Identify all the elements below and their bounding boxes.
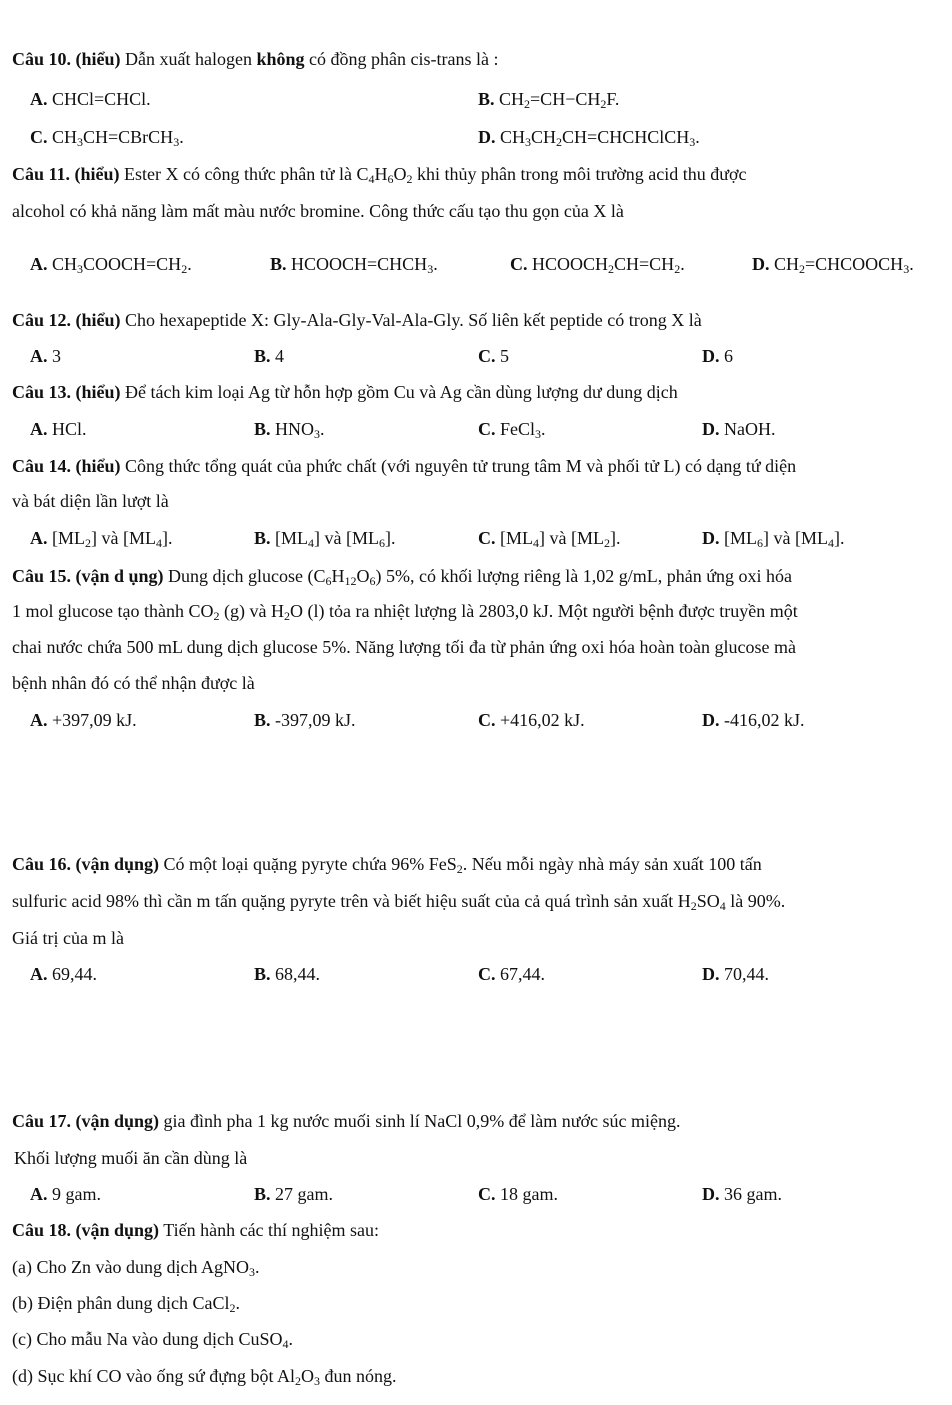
- q12-option-a[interactable]: A. 3: [30, 346, 61, 366]
- q16-stem-line3: Giá trị của m là: [12, 928, 124, 948]
- q10-option-d[interactable]: D. $CH_3CH_2CH=CHCHClCH_3$.: [478, 127, 700, 149]
- q14-stem-line2: và bát diện lần lượt là: [12, 491, 169, 511]
- q11-stem-line1: Câu 11. (hiểu) Ester X có công thức phân tử là $C_4H_6O_2$ khi thủy phân trong môi trường acid thu được: [12, 164, 747, 186]
- q14-option-d[interactable]: D. $[ML_6]$ và $[ML_4]$.: [702, 528, 845, 550]
- q17-option-c[interactable]: C. 18 gam.: [478, 1184, 558, 1204]
- q15-option-c[interactable]: C. +416,02 kJ.: [478, 710, 585, 730]
- q16-option-c[interactable]: C. 67,44.: [478, 964, 545, 984]
- q10-option-c[interactable]: C. $CH_3CH=CBrCH_3$.: [30, 127, 184, 149]
- q16-option-a[interactable]: A. 69,44.: [30, 964, 97, 984]
- q13-option-b[interactable]: B. $HNO_3$.: [254, 419, 325, 441]
- q18-stem: Câu 18. (vận dụng) Tiến hành các thí nghiệm sau:: [12, 1220, 380, 1240]
- q17-option-d[interactable]: D. 36 gam.: [702, 1184, 782, 1204]
- q14-option-b[interactable]: B. $[ML_4]$ và $[ML_6]$.: [254, 528, 396, 550]
- q17-stem-line1: Câu 17. (vận dụng) gia đình pha 1 kg nước muối sinh lí NaCl 0,9% để làm nước súc miệng.: [12, 1111, 681, 1131]
- q14-option-a[interactable]: A. $[ML_2]$ và $[ML_4]$.: [30, 528, 173, 550]
- q16-option-b[interactable]: B. 68,44.: [254, 964, 321, 984]
- q13-stem: Câu 13. (hiểu) Để tách kim loại Ag từ hỗn hợp gồm Cu và Ag cần dùng lượng dư dung dịch: [12, 382, 678, 402]
- q15-option-d[interactable]: D. -416,02 kJ.: [702, 710, 805, 730]
- q11-option-c[interactable]: C. $HCOOCH_2CH=CH_2$.: [510, 254, 685, 276]
- q14-stem-line1: Câu 14. (hiểu) Công thức tổng quát của phức chất (với nguyên tử trung tâm M và phối tử L) có dạng tứ diện: [12, 456, 797, 476]
- q10-option-a[interactable]: A. CHCl=CHCl.: [30, 89, 151, 109]
- q15-stem-line4: bệnh nhân đó có thể nhận được là: [12, 673, 255, 693]
- q10-stem: Câu 10. (hiểu) Dẫn xuất halogen không có đồng phân cis-trans là :: [12, 49, 499, 69]
- q13-option-a[interactable]: A. HCl.: [30, 419, 87, 439]
- q15-stem-line1: Câu 15. (vận d ụng) Dung dịch glucose $(C_6H_{12}O_6)$ 5%, có khối lượng riêng là 1,02 g/mL, phản ứng oxi hóa: [12, 566, 792, 588]
- q17-stem-line2: Khối lượng muối ăn cần dùng là: [14, 1148, 248, 1168]
- q14-option-c[interactable]: C. $[ML_4]$ và $[ML_2]$.: [478, 528, 621, 550]
- q15-option-a[interactable]: A. +397,09 kJ.: [30, 710, 137, 730]
- q16-stem-line2: sulfuric acid 98% thì cần m tấn quặng pyryte trên và biết hiệu suất của cả quá trình sản xuất $H_2SO_4$ là 90%.: [12, 891, 786, 913]
- q11-stem-line2: alcohol có khả năng làm mất màu nước bromine. Công thức cấu tạo thu gọn của X là: [12, 201, 624, 221]
- q15-stem-line3: chai nước chứa 500 mL dung dịch glucose 5%. Năng lượng tối đa từ phản ứng oxi hóa hoàn toàn glucose mà: [12, 637, 796, 657]
- q13-option-c[interactable]: C. FeCl$_3$.: [478, 419, 546, 441]
- q12-option-b[interactable]: B. 4: [254, 346, 285, 366]
- q15-option-b[interactable]: B. -397,09 kJ.: [254, 710, 356, 730]
- q11-option-d[interactable]: D. $CH_2=CHCOOCH_3$.: [752, 254, 914, 276]
- q11-option-b[interactable]: B. $HCOOCH=CHCH_3$.: [270, 254, 438, 276]
- q12-stem: Câu 12. (hiểu) Cho hexapeptide X: Gly-Ala-Gly-Val-Ala-Gly. Số liên kết peptide có trong X là: [12, 310, 702, 330]
- q18-item-a: (a) Cho Zn vào dung dịch AgNO$_3$.: [12, 1257, 260, 1279]
- q18-item-d: (d) Sục khí CO vào ống sứ đựng bột $Al_2O_3$ đun nóng.: [12, 1366, 397, 1388]
- q15-stem-line2: 1 mol glucose tạo thành $CO_2$ (g) và $H_2O$ (l) tỏa ra nhiệt lượng là 2803,0 kJ. Một người bệnh được truyền một: [12, 601, 798, 623]
- q13-option-d[interactable]: D. NaOH.: [702, 419, 776, 439]
- q10-option-b[interactable]: B. $CH_2=CH-CH_2F$.: [478, 89, 620, 111]
- q17-option-b[interactable]: B. 27 gam.: [254, 1184, 334, 1204]
- q16-option-d[interactable]: D. 70,44.: [702, 964, 769, 984]
- q18-item-c: (c) Cho mẫu Na vào dung dịch CuSO$_4$.: [12, 1329, 293, 1351]
- q12-option-c[interactable]: C. 5: [478, 346, 509, 366]
- q16-stem-line1: Câu 16. (vận dụng) Có một loại quặng pyryte chứa 96% FeS$_2$. Nếu mỗi ngày nhà máy sản xuất 100 tấn: [12, 854, 762, 876]
- q18-item-b: (b) Điện phân dung dịch CaCl$_2$.: [12, 1293, 240, 1315]
- q12-option-d[interactable]: D. 6: [702, 346, 733, 366]
- q11-option-a[interactable]: A. $CH_3COOCH=CH_2$.: [30, 254, 192, 276]
- q17-option-a[interactable]: A. 9 gam.: [30, 1184, 101, 1204]
